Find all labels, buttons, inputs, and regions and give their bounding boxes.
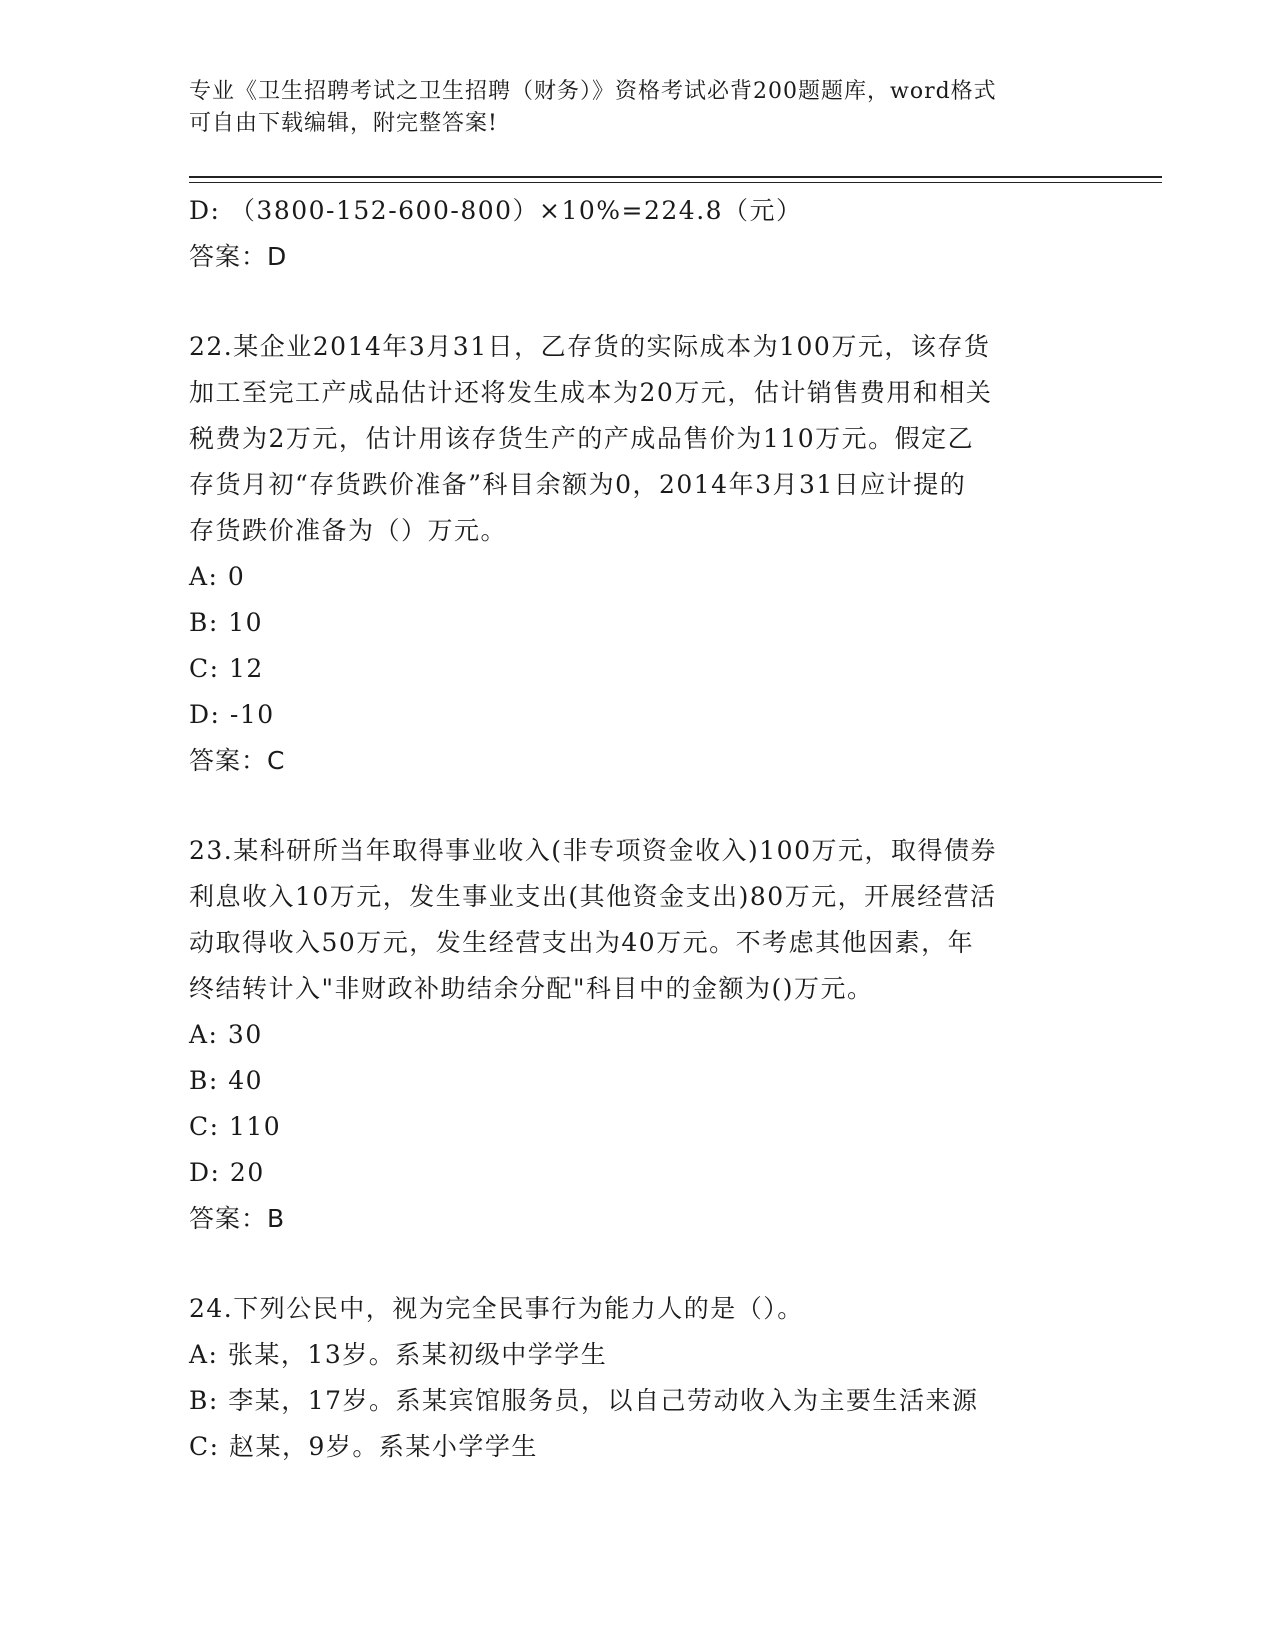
- answer-line: 答案：B: [189, 1204, 286, 1233]
- question-text-line: 23.某科研所当年取得事业收入(非专项资金收入)100万元，取得债券: [189, 836, 997, 865]
- header-line-2: 可自由下载编辑，附完整答案!: [189, 111, 498, 136]
- option-c: C: 12: [189, 654, 264, 683]
- question-block-22: [189, 324, 1089, 784]
- question-text-line: 24.下列公民中，视为完全民事行为能力人的是（）。: [189, 1294, 804, 1323]
- spacer: [189, 280, 1089, 324]
- question-block-23: [189, 828, 1089, 1242]
- option-d: D: 20: [189, 1158, 265, 1187]
- question-block-prev: [189, 188, 1089, 280]
- option-c: C: 110: [189, 1112, 282, 1141]
- answer-line: 答案：C: [189, 746, 286, 775]
- question-text-line: 利息收入10万元，发生事业支出(其他资金支出)80万元，开展经营活: [189, 882, 997, 911]
- question-text-line: 动取得收入50万元，发生经营支出为40万元。不考虑其他因素，年: [189, 928, 975, 957]
- option-d: D: -10: [189, 700, 275, 729]
- answer-line: 答案：D: [189, 242, 288, 271]
- question-text-line: 存货跌价准备为（）万元。: [189, 516, 508, 545]
- header-divider-thin: [189, 182, 1162, 183]
- question-text-line: 存货月初“存货跌价准备”科目余额为0，2014年3月31日应计提的: [189, 470, 967, 499]
- question-list: [189, 188, 1089, 1470]
- spacer: [189, 1242, 1089, 1286]
- question-text-line: 22.某企业2014年3月31日，乙存货的实际成本为100万元，该存货: [189, 332, 991, 361]
- option-d: D: （3800-152-600-800）×10%=224.8（元）: [189, 196, 803, 225]
- question-text-line: 加工至完工产成品估计还将发生成本为20万元，估计销售费用和相关: [189, 378, 993, 407]
- option-a: A: 张某，13岁。系某初级中学学生: [189, 1340, 608, 1369]
- question-text-line: 税费为2万元，估计用该存货生产的产成品售价为110万元。假定乙: [189, 424, 975, 453]
- option-b: B: 李某，17岁。系某宾馆服务员，以自己劳动收入为主要生活来源: [189, 1386, 979, 1415]
- option-b: B: 10: [189, 608, 264, 637]
- document-header: [189, 76, 1089, 140]
- option-b: B: 40: [189, 1066, 264, 1095]
- header-divider-thick: [189, 176, 1162, 178]
- option-a: A: 30: [189, 1020, 263, 1049]
- question-block-24: [189, 1286, 1089, 1470]
- question-text-line: 终结转计入"非财政补助结余分配"科目中的金额为()万元。: [189, 974, 874, 1003]
- option-c: C: 赵某，9岁。系某小学学生: [189, 1432, 538, 1461]
- option-a: A: 0: [189, 562, 246, 591]
- header-line-1: 专业《卫生招聘考试之卫生招聘（财务）》资格考试必背200题题库，word格式: [189, 79, 997, 104]
- spacer: [189, 784, 1089, 828]
